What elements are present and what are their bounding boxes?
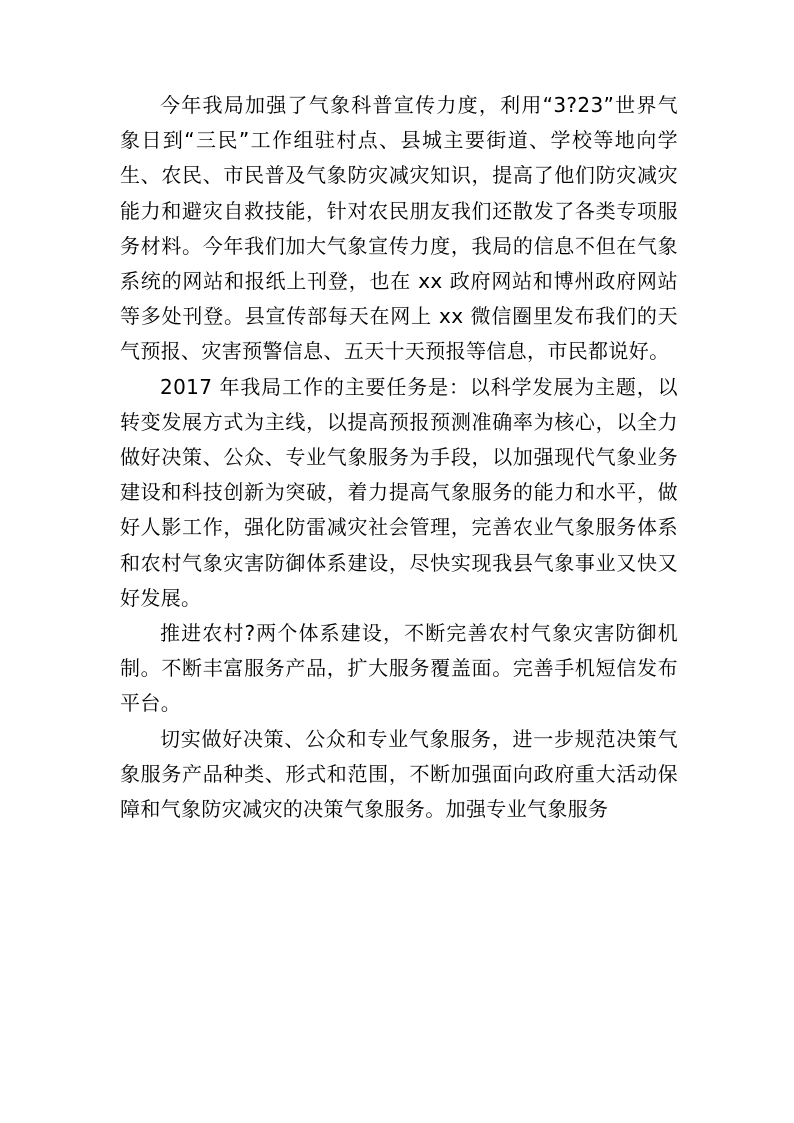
paragraph-rural-systems: 推进农村?两个体系建设，不断完善农村气象灾害防御机制。不断丰富服务产品，扩大服务覆盖面。完善手机短信发布平台。 bbox=[120, 621, 678, 716]
paragraph-decision-services: 切实做好决策、公众和专业气象服务，进一步规范决策气象服务产品种类、形式和范围，不断加强面向政府重大活动保障和气象防灾减灾的决策气象服务。加强专业气象服务 bbox=[120, 726, 678, 822]
paragraph-2017-main-tasks: 2017 年我局工作的主要任务是：以科学发展为主题，以转变发展方式为主线，以提高预报预测准确率为核心，以全力做好决策、公众、专业气象服务为手段，以加强现代气象业务建设和科技创新为突破，着力提高气象服务的能力和水平，做好人影工作，强化防雷减灾社会管理，完善农业气象服务体系和农村气象灾害防御体系建设，尽快实现我县气象事业又快又好发展。 bbox=[120, 374, 678, 610]
paragraph-weather-publicity: 今年我局加强了气象科普宣传力度，利用“3?23”世界气象日到“三民”工作组驻村点、县城主要街道、学校等地向学生、农民、市民普及气象防灾减灾知识，提高了他们防灾减灾能力和避灾自救技能，针对农民朋友我们还散发了各类专项服务材料。今年我们加大气象宣传力度，我局的信息不但在气象系统的网站和报纸上刊登，也在 xx 政府网站和博州政府网站等多处刊登。县宣传部每天在网上 xx 微信圈里发布我们的天气预报、灾害预警信息、五天十天预报等信息，市民都说好。 bbox=[120, 93, 678, 364]
document-body bbox=[120, 88, 678, 827]
